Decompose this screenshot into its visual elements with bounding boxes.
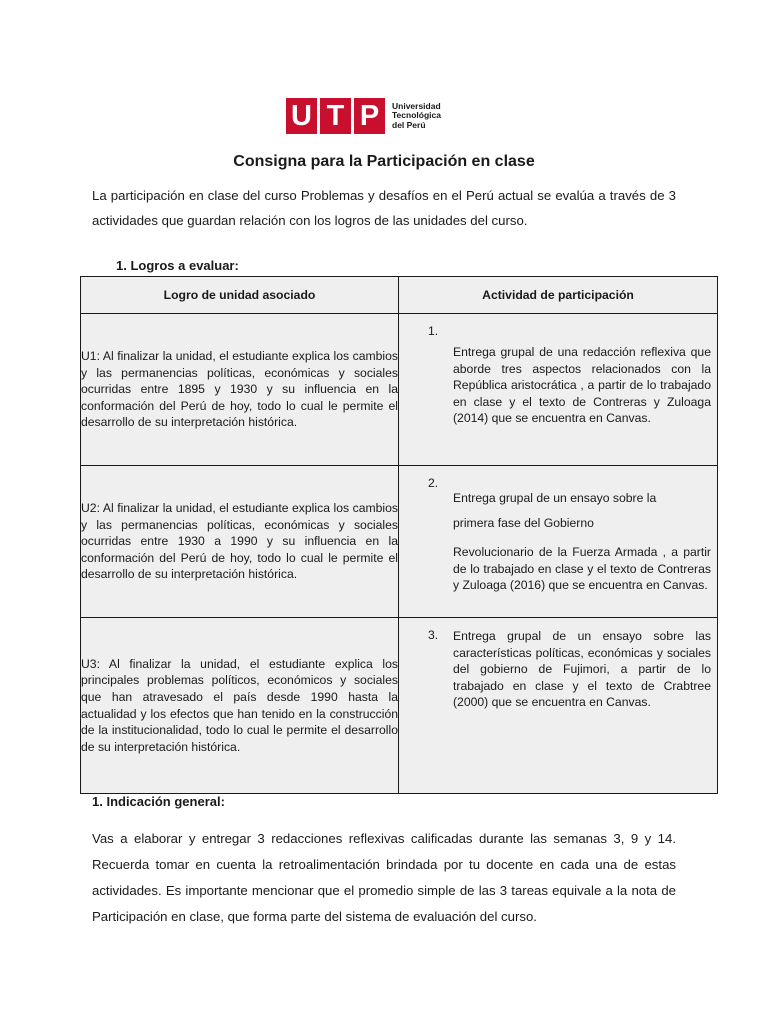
table-header-row (81, 277, 718, 314)
header-logro: Logro de unidad asociado (81, 277, 399, 314)
utp-logo (286, 98, 441, 134)
activity-text: Entrega grupal de una redacción reflexiva que aborde tres aspectos relacionados con la República aristocrática , a partir de lo trabajado en clase y el texto de Contreras y Zuloaga (2014) que se encuentra en Canvas. (453, 345, 711, 426)
logo-line-1: Universidad (392, 100, 441, 111)
table-row (81, 618, 718, 794)
unit-cell (81, 466, 399, 618)
logo-wordmark (392, 102, 441, 131)
logo-line-3: del Perú (392, 119, 426, 130)
header-actividad: Actividad de participación (399, 277, 718, 314)
activity-cell (399, 314, 718, 466)
unit-text: U3: Al finalizar la unidad, el estudiante explica los principales problemas políticos, económicos y sociales que han atravesado el país desde 1990 hasta la actualidad y los efectos que han tenido en la construcción de la institucionalidad, todo lo cual le permite el desarrollo de su interpretación histórica. (81, 656, 398, 754)
document-title: Consigna para la Participación en clase (233, 153, 535, 170)
unit-text: U2: Al finalizar la unidad, el estudiante explica los cambios y las permanencias políticas, económicas y sociales ocurridas entre 1930 a 1990 y su influencia en la conformación del Perú de hoy, todo lo cual le permite el desarrollo de su interpretación histórica. (81, 501, 398, 582)
unit-cell (81, 314, 399, 466)
logo-line-2: Tecnológica (392, 110, 441, 121)
unit-cell (81, 618, 399, 794)
unit-text: U1: Al finalizar la unidad, el estudiante explica los cambios y las permanencias políticas, económicas y sociales ocurridas entre 1895 y 1930 y su influencia en la conformación del Perú de hoy, todo lo cual le permite el desarrollo de su interpretación histórica. (81, 349, 398, 430)
section-heading-logros: 1. Logros a evaluar: (116, 258, 239, 273)
section-heading-indicacion: 1. Indicación general: (92, 794, 225, 809)
logo-letter-t: T (320, 98, 351, 134)
activity-number: 2. (428, 476, 439, 490)
utp-logo-mark (286, 98, 385, 134)
table-row (81, 466, 718, 618)
activity-line: Revolucionario de la Fuerza Armada , a partir de lo trabajado en clase y el texto de Contreras y Zuloaga (2016) que se encuentra en Canvas. (453, 545, 711, 593)
activity-line: primera fase del Gobierno (453, 516, 594, 530)
logo-letter-u: U (286, 98, 317, 134)
logo-letter-p: P (354, 98, 385, 134)
intro-paragraph: La participación en clase del curso Problemas y desafíos en el Perú actual se evalúa a través de 3 actividades que guardan relación con los logros de las unidades del curso. (92, 188, 676, 228)
activity-text (453, 486, 711, 594)
activity-line: Entrega grupal de un ensayo sobre la (453, 491, 657, 505)
activity-text: Entrega grupal de un ensayo sobre las características políticas, económicas y sociales del gobierno de Fujimori, a partir de lo trabajado en clase y el texto de Crabtree (2000) que se encuentra en Canvas. (453, 629, 711, 710)
closing-paragraph: Vas a elaborar y entregar 3 redacciones reflexivas calificadas durante las semanas 3, 9 y 14. Recuerda tomar en cuenta la retroalimentación brindada por tu docente en cada una de estas actividades. Es importante mencionar que el promedio simple de las 3 tareas equivale a la nota de Participación en clase, que forma parte del sistema de evaluación del curso. (92, 831, 676, 924)
table-row (81, 314, 718, 466)
activity-cell (399, 618, 718, 794)
activity-cell (399, 466, 718, 618)
activity-number: 1. (428, 324, 439, 338)
achievements-table (80, 276, 718, 794)
activity-number: 3. (428, 628, 439, 642)
